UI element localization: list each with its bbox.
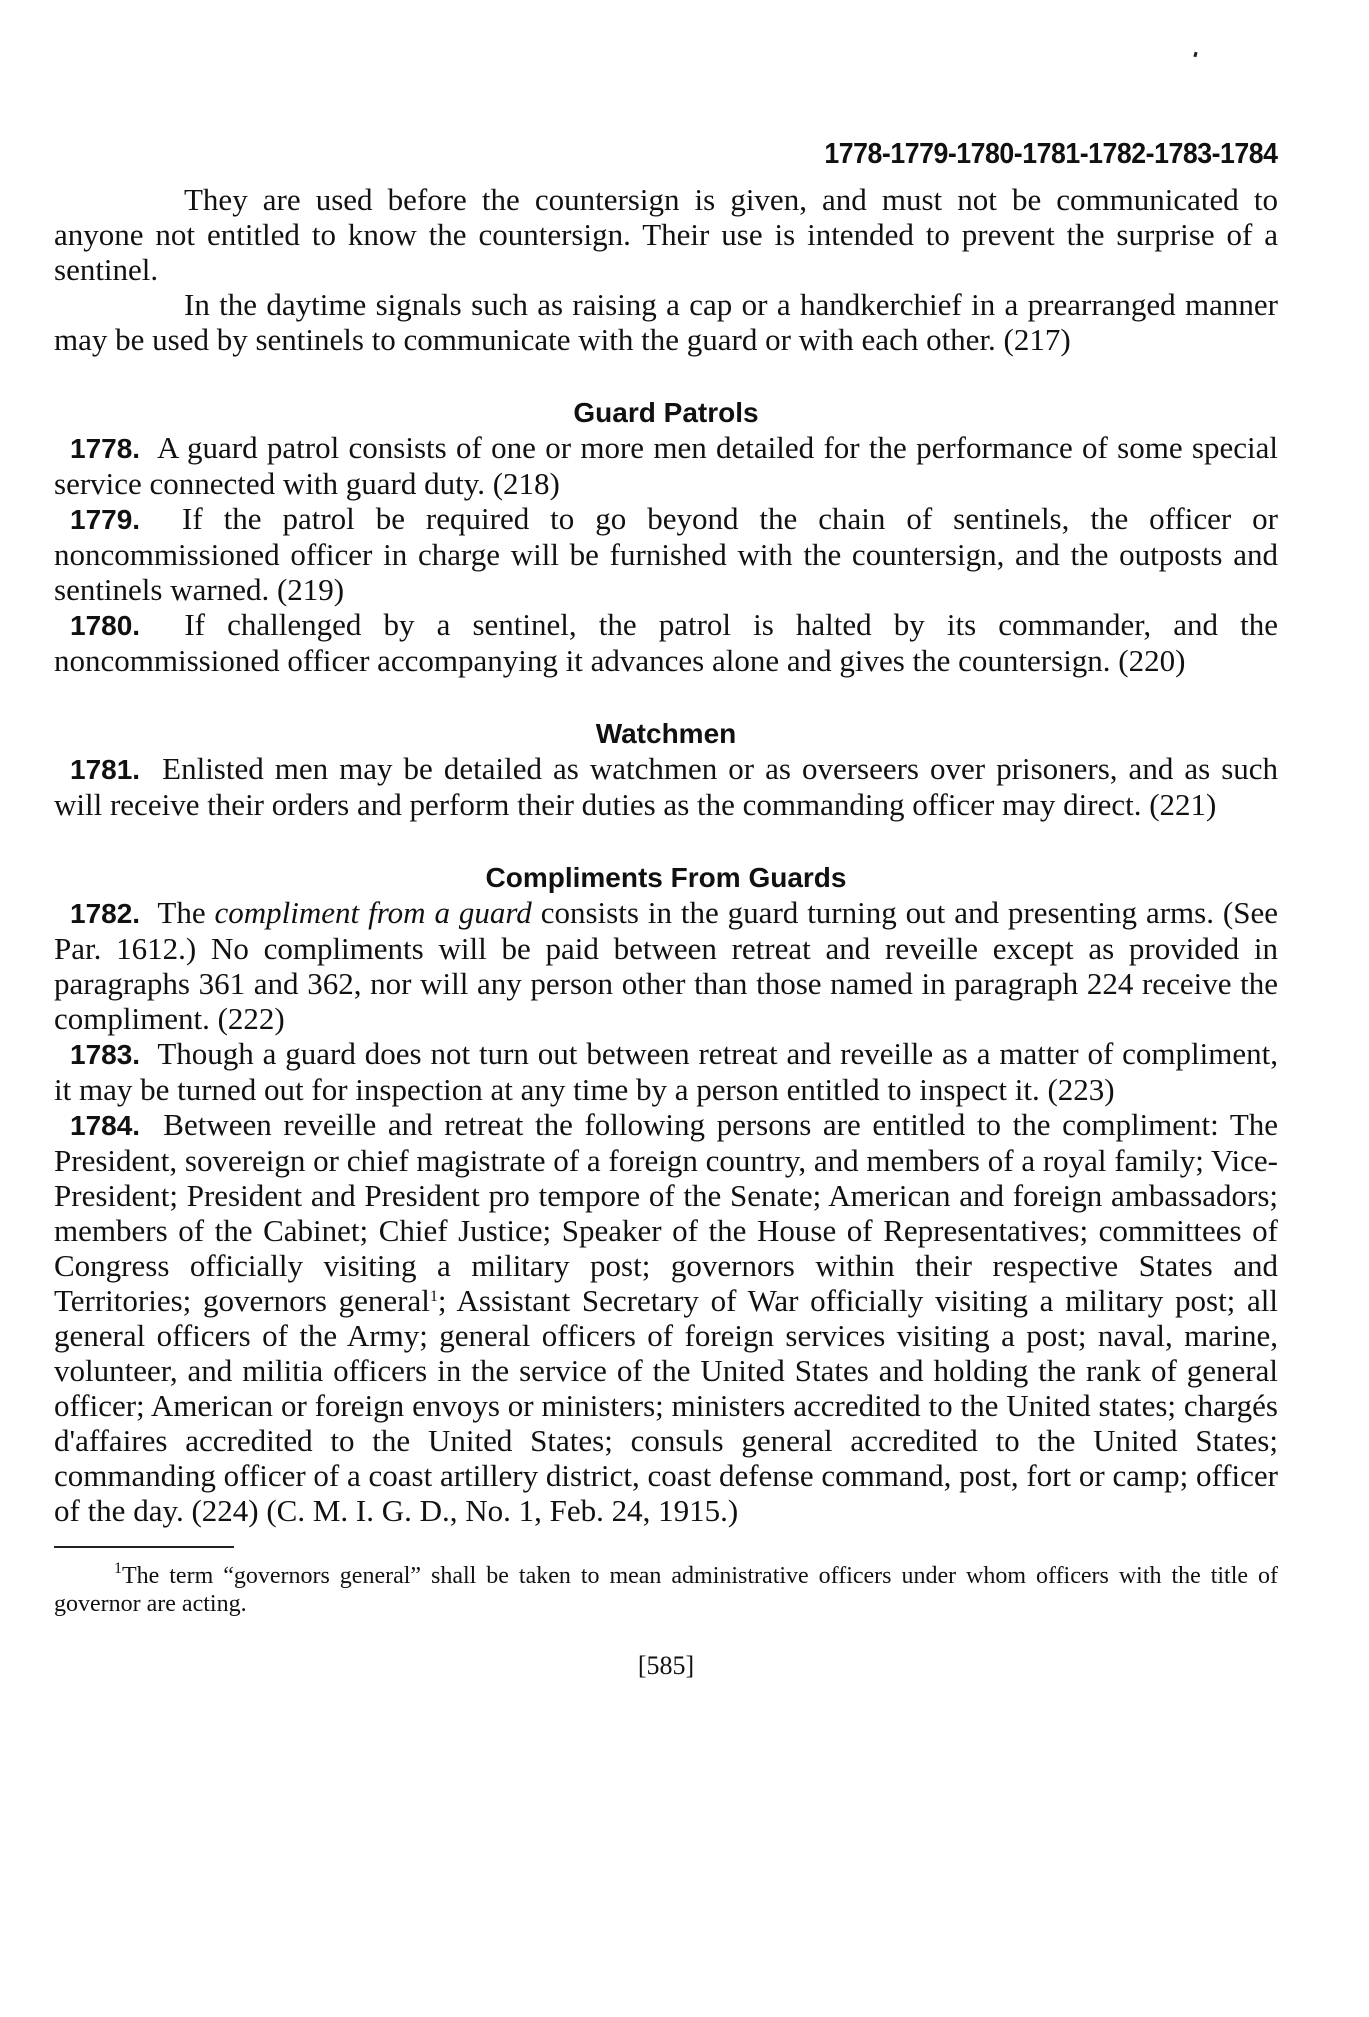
running-head: 1778-1779-1780-1781-1782-1783-1784: [824, 138, 1278, 170]
paragraph-text-after: consists in the guard turning out and presenting arms. (See Par. 1612.) No compliments will be paid between retreat and reveille except as provided in paragraphs 361 and 362, nor will any person other than those named in paragraph 224 receive the compliment. (222): [54, 895, 1279, 1036]
paragraph-text: If challenged by a sentinel, the patrol is halted by its commander, and the noncommissioned officer accompanying it advances alone and gives the countersign. (220): [54, 607, 1278, 678]
footnote: [54, 1562, 1278, 1618]
footnote-divider: [54, 1546, 234, 1548]
paragraph-text: Though a guard does not turn out between retreat and reveille as a matter of compliment, it may be turned out for inspection at any time by a person entitled to inspect it. (223): [54, 1036, 1278, 1107]
paragraph-number: 1784.: [70, 1110, 141, 1141]
scan-speck: [1193, 52, 1197, 58]
paragraph-text: Enlisted men may be detailed as watchmen or as overseers over prisoners, and as such will receive their orders and perform their duties as the commanding officer may direct. (221): [54, 751, 1279, 822]
section-heading-guard-patrols: Guard Patrols: [573, 397, 759, 428]
paragraph-1778: [54, 430, 1278, 501]
body-text: [54, 182, 1278, 1683]
paragraph-number: 1780.: [70, 610, 141, 641]
section-heading-watchmen: Watchmen: [595, 718, 737, 749]
paragraph-number: 1778.: [70, 433, 141, 464]
paragraph-1780: [54, 607, 1278, 678]
paragraph-1784: [54, 1107, 1278, 1528]
paragraph-text-before: Between reveille and retreat the following persons are entitled to the compliment: The President, sovereign or chief magistrate of a foreign country, and members of a royal family; Vice-President; President and President pro tempore of the Senate; American and foreign ambassadors; members of the Cabinet; Chief Justice; Speaker of the House of Representatives; committees of Congress officially visiting a military post; governors within their respective States and Territories; governors general: [54, 1107, 1279, 1318]
paragraph-italic-term: compliment from a guard: [214, 895, 532, 930]
paragraph-number: 1783.: [70, 1039, 141, 1070]
paragraph-1779: [54, 501, 1278, 607]
paragraph-text: A guard patrol consists of one or more men detailed for the performance of some special service connected with guard duty. (218): [54, 430, 1278, 501]
paragraph-number: 1781.: [70, 754, 141, 785]
paragraph-number: 1779.: [70, 504, 141, 535]
section-heading-compliments-from-guards: Compliments From Guards: [485, 862, 847, 893]
intro-paragraph: They are used before the countersign is given, and must not be communicated to anyone not entitled to know the countersign. Their use is intended to prevent the surprise of a sentinel.: [54, 182, 1278, 287]
paragraph-1782: [54, 895, 1278, 1036]
paragraph-text-before: The: [157, 895, 215, 930]
intro-paragraph: In the daytime signals such as raising a cap or a handkerchief in a prearranged manner may be used by sentinels to communicate with the guard or with each other. (217): [54, 287, 1278, 357]
paragraph-1781: [54, 751, 1278, 822]
footnote-reference[interactable]: 1: [429, 1288, 438, 1305]
paragraph-1783: [54, 1036, 1278, 1107]
page-number: [585]: [637, 1651, 695, 1680]
footnote-marker: 1: [114, 1560, 122, 1577]
paragraph-text-after: ; Assistant Secretary of War officially visiting a military post; all general officers of the Army; general officers of foreign services visiting a post; naval, marine, volunteer, and militia officers in the service of the United States and holding the rank of general officer; American or foreign envoys or ministers; ministers accredited to the United states; chargés d'affaires accredited to the United States; consuls general accredited to the United States; commanding officer of a coast artillery district, coast defense command, post, fort or camp; officer of the day. (224) (C. M. I. G. D., No. 1, Feb. 24, 1915.): [54, 1283, 1278, 1528]
paragraph-text: If the patrol be required to go beyond the chain of sentinels, the officer or noncommissioned officer in charge will be furnished with the countersign, and the outposts and sentinels warned. (219): [54, 501, 1278, 607]
paragraph-number: 1782.: [70, 898, 141, 929]
footnote-text: The term “governors general” shall be taken to mean administrative officers under whom officers with the title of governor are acting.: [54, 1563, 1278, 1617]
